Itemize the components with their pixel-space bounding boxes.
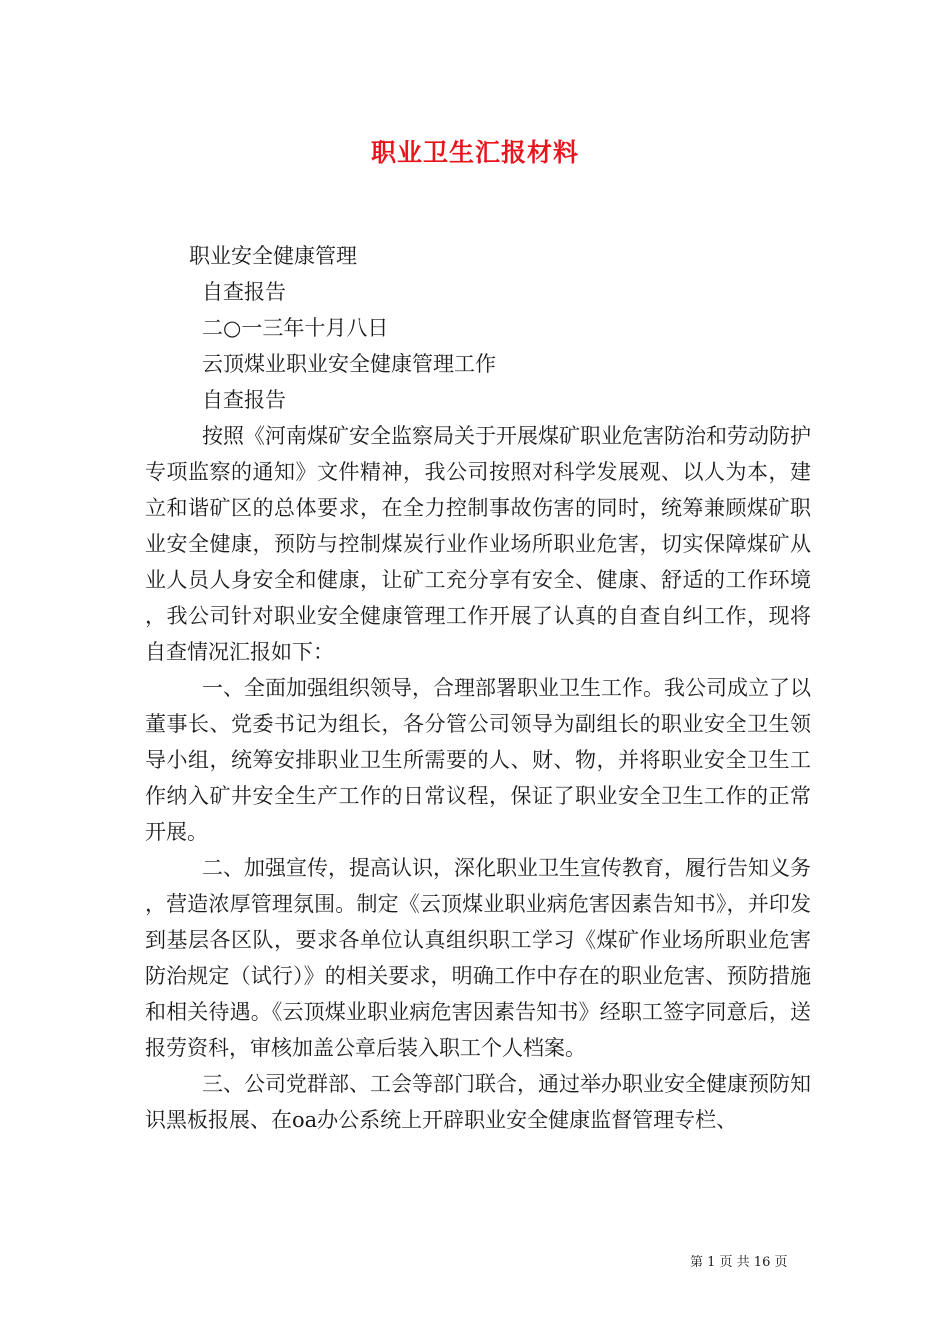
paragraph-section-3: 三、公司党群部、工会等部门联合，通过举办职业安全健康预防知识黑板报展、在oa办公系统上开辟职业安全健康监督管理专栏、: [145, 1072, 811, 1132]
paragraph-intro: 按照《河南煤矿安全监察局关于开展煤矿职业危害防治和劳动防护专项监察的通知》文件精神，我公司按照对科学发展观、以人为本，建立和谐矿区的总体要求，在全力控制事故伤害的同时，统筹兼顾煤矿职业安全健康，预防与控制煤炭行业作业场所职业危害，切实保障煤矿从业人员人身安全和健康，让矿工充分享有安全、健康、舒适的工作环境，我公司针对职业安全健康管理工作开展了认真的自查自纠工作，现将自查情况汇报如下：: [145, 424, 811, 664]
page-number-footer: 第 1 页 共 16 页: [690, 1255, 788, 1270]
heading-line: 自查报告: [202, 388, 286, 412]
heading-line: 自查报告: [202, 280, 286, 304]
document-title: 职业卫生汇报材料: [370, 138, 579, 167]
heading-line: 职业安全健康管理: [189, 244, 357, 268]
paragraph-section-1: 一、全面加强组织领导，合理部署职业卫生工作。我公司成立了以董事长、党委书记为组长，各分管公司领导为副组长的职业安全卫生领导小组，统筹安排职业卫生所需要的人、财、物，并将职业安全卫生工作纳入矿井安全生产工作的日常议程，保证了职业安全卫生工作的正常开展。: [145, 676, 811, 844]
date-line: 二○一三年十月八日: [202, 316, 389, 340]
document-body: [145, 238, 811, 1138]
heading-line: 云顶煤业职业安全健康管理工作: [202, 352, 496, 376]
paragraph-section-2: 二、加强宣传，提高认识，深化职业卫生宣传教育，履行告知义务，营造浓厚管理氛围。制定《云顶煤业职业病危害因素告知书》，并印发到基层各区队，要求各单位认真组织职工学习《煤矿作业场所职业危害防治规定（试行）》的相关要求，明确工作中存在的职业危害、预防措施和相关待遇。《云顶煤业职业病危害因素告知书》经职工签字同意后，送报劳资科，审核加盖公章后装入职工个人档案。: [145, 856, 811, 1060]
